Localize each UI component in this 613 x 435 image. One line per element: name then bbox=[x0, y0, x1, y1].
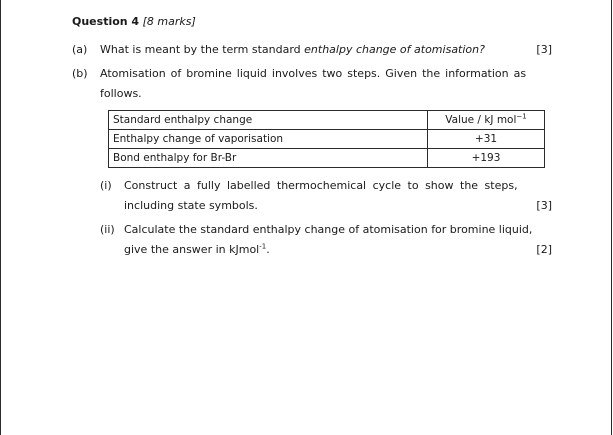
sub-question-ii bbox=[100, 220, 552, 260]
part-a-text bbox=[100, 40, 485, 60]
question-header bbox=[72, 12, 552, 32]
page-right-edge bbox=[611, 0, 612, 435]
part-a-label: (a) bbox=[72, 43, 88, 56]
sub-question-ii-line2-end: . bbox=[266, 243, 270, 256]
sub-question-ii-line2 bbox=[124, 240, 270, 260]
sub-question-ii-body bbox=[124, 220, 552, 260]
question-total-marks: [8 marks] bbox=[142, 15, 196, 28]
enthalpy-table bbox=[108, 110, 545, 168]
table-row-value: +193 bbox=[428, 149, 545, 168]
sub-question-i-line2-row bbox=[124, 196, 552, 216]
sub-question-ii-line2-row bbox=[124, 240, 552, 260]
part-a bbox=[72, 40, 552, 60]
part-a-text-plain: What is meant by the term standard bbox=[100, 43, 305, 56]
part-a-text-italic: enthalpy change of atomisation? bbox=[304, 43, 485, 56]
part-b-line1: Atomisation of bromine liquid involves two steps. Given the information as bbox=[100, 67, 527, 80]
table-header-value-exponent: −1 bbox=[516, 112, 527, 120]
sub-question-ii-line2-exponent: -1 bbox=[259, 242, 267, 251]
table-row-value: +31 bbox=[428, 130, 545, 149]
sub-question-ii-label: (ii) bbox=[100, 223, 115, 236]
part-b-label: (b) bbox=[72, 67, 88, 80]
sub-question-i-label: (i) bbox=[100, 179, 112, 192]
sub-question-i bbox=[100, 176, 552, 216]
sub-question-ii-line2-text: give the answer in kJmol bbox=[124, 243, 260, 256]
sub-question-i-line2: including state symbols. bbox=[124, 199, 258, 212]
table-row-label: Enthalpy change of vaporisation bbox=[109, 130, 428, 149]
sub-question-i-body bbox=[124, 176, 552, 216]
part-b-body bbox=[100, 64, 552, 104]
table-header-row bbox=[109, 111, 545, 130]
table-header-label: Standard enthalpy change bbox=[109, 111, 428, 130]
page-left-edge bbox=[0, 0, 1, 435]
sub-question-i-marks: [3] bbox=[536, 199, 552, 212]
table-header-value-unit: Value / kJ mol bbox=[445, 113, 517, 126]
table-row bbox=[109, 149, 545, 168]
sub-question-ii-line1: Calculate the standard enthalpy change of atomisation for bromine liquid, bbox=[124, 223, 533, 236]
part-b bbox=[72, 64, 552, 104]
table-header-value bbox=[428, 111, 545, 130]
part-b-line2: follows. bbox=[100, 87, 142, 100]
question-title: Question 4 bbox=[72, 15, 140, 28]
part-a-marks: [3] bbox=[536, 43, 552, 56]
sub-question-i-line1: Construct a fully labelled thermochemical cycle to show the steps, bbox=[124, 179, 518, 192]
table-row bbox=[109, 130, 545, 149]
sub-question-ii-marks: [2] bbox=[536, 243, 552, 256]
part-a-body bbox=[100, 40, 552, 60]
question-document bbox=[72, 12, 552, 264]
table-row-label: Bond enthalpy for Br-Br bbox=[109, 149, 428, 168]
